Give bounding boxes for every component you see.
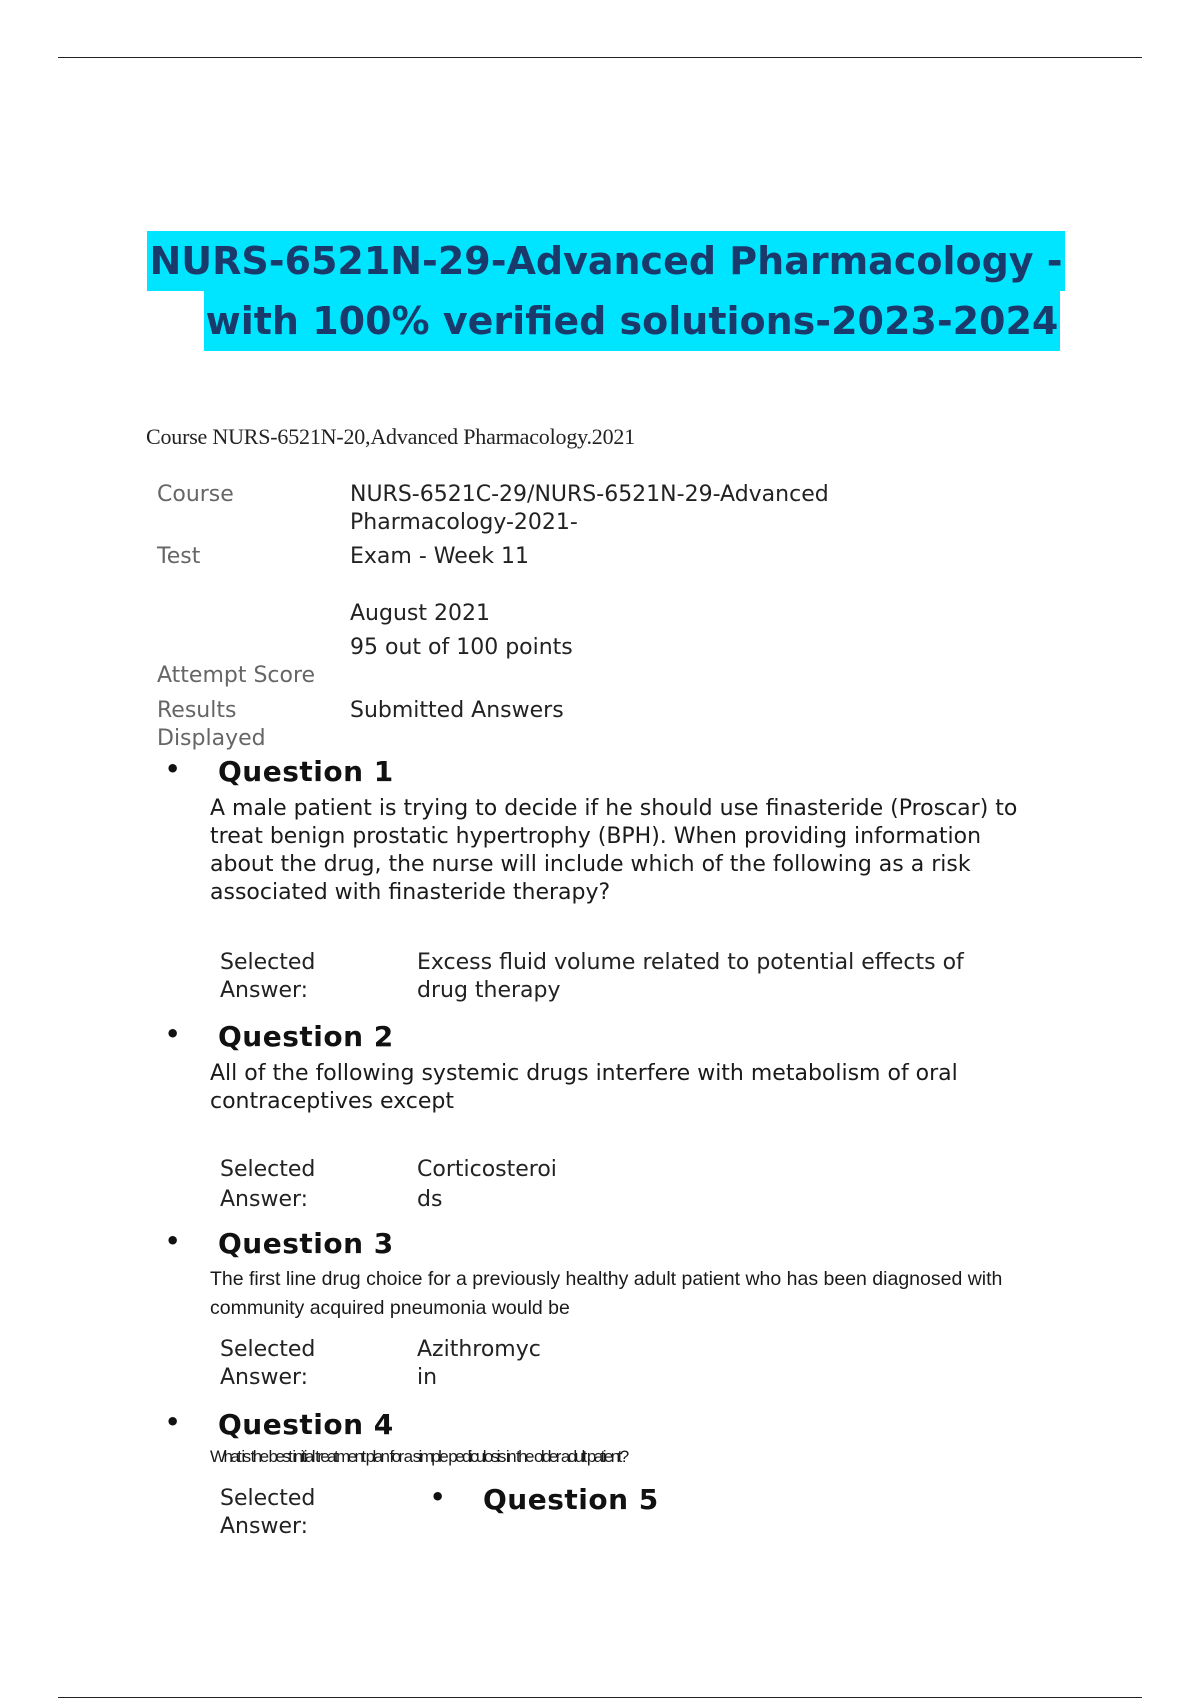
question-3-selected-label bbox=[220, 1336, 315, 1392]
question-1-text-line: A male patient is trying to decide if he should use finasteride (Proscar) to bbox=[210, 796, 1018, 821]
question-5-title: Question 5 bbox=[483, 1483, 659, 1516]
question-1-text-line: about the drug, the nurse will include which of the following as a risk bbox=[210, 852, 971, 877]
question-3-text bbox=[210, 1265, 1110, 1323]
question-3-text-line: The first line drug choice for a previously healthy adult patient who has been diagnosed with bbox=[210, 1268, 1003, 1290]
course-label: Course bbox=[157, 482, 234, 507]
selected-label-line: Answer: bbox=[220, 978, 309, 1003]
bullet-icon: • bbox=[165, 1020, 181, 1048]
question-3-answer bbox=[417, 1336, 541, 1392]
answer-line: ds bbox=[417, 1187, 443, 1212]
question-2-text-line: All of the following systemic drugs interfere with metabolism of oral bbox=[210, 1061, 958, 1086]
bullet-icon: • bbox=[165, 1408, 181, 1436]
question-4-text-line: What is the best initial treatment plan for a simple pediculosis in the older adult patient? bbox=[210, 1447, 627, 1466]
question-1-text bbox=[210, 795, 1110, 907]
question-1-selected-label bbox=[220, 949, 315, 1005]
question-4-text bbox=[210, 1443, 1110, 1471]
course-value-line-1: NURS-6521C-29/NURS-6521N-29-Advanced bbox=[350, 482, 829, 507]
results-value: Submitted Answers bbox=[350, 698, 564, 723]
question-3-title: Question 3 bbox=[218, 1227, 394, 1260]
question-2-text-line: contraceptives except bbox=[210, 1089, 454, 1114]
selected-label-line: Selected bbox=[220, 1157, 316, 1182]
question-3-text-line: community acquired pneumonia would be bbox=[210, 1297, 570, 1319]
score-value: 95 out of 100 points bbox=[350, 635, 573, 660]
question-2-text bbox=[210, 1060, 1110, 1116]
selected-label-line: Selected bbox=[220, 950, 316, 975]
question-2-answer bbox=[417, 1155, 557, 1215]
question-1-text-line: treat benign prostatic hypertrophy (BPH). When providing information bbox=[210, 824, 982, 849]
selected-label-line: Answer: bbox=[220, 1187, 309, 1212]
question-2-selected-label bbox=[220, 1155, 315, 1215]
test-value: Exam - Week 11 bbox=[350, 544, 530, 569]
bullet-icon: • bbox=[430, 1483, 446, 1511]
bullet-icon: • bbox=[165, 1227, 181, 1255]
date-value: August 2021 bbox=[350, 601, 490, 626]
title-line-2: with 100% verified solutions-2023-2024 bbox=[204, 291, 1061, 351]
answer-line: drug therapy bbox=[417, 978, 561, 1003]
question-2-title: Question 2 bbox=[218, 1020, 394, 1053]
top-rule bbox=[58, 57, 1142, 58]
attempt-score-label: Attempt Score bbox=[157, 663, 316, 688]
question-4-selected-label bbox=[220, 1485, 315, 1541]
question-4-title: Question 4 bbox=[218, 1408, 394, 1441]
results-label-line-1: Results bbox=[157, 698, 237, 723]
title-line-1: NURS-6521N-29-Advanced Pharmacology - bbox=[147, 231, 1064, 291]
bullet-icon: • bbox=[165, 755, 181, 783]
bottom-rule bbox=[58, 1697, 1142, 1698]
course-value-line-2: Pharmacology-2021- bbox=[350, 510, 578, 535]
selected-label-line: Answer: bbox=[220, 1365, 309, 1390]
question-1-title: Question 1 bbox=[218, 755, 394, 788]
document-title bbox=[0, 231, 1200, 351]
course-line: Course NURS-6521N-20,Advanced Pharmacology.2021 bbox=[146, 424, 635, 449]
results-label-line-2: Displayed bbox=[157, 726, 266, 751]
question-1-text-line: associated with finasteride therapy? bbox=[210, 880, 611, 905]
answer-line: Corticosteroi bbox=[417, 1157, 557, 1182]
answer-line: in bbox=[417, 1365, 438, 1390]
selected-label-line: Answer: bbox=[220, 1514, 309, 1539]
selected-label-line: Selected bbox=[220, 1337, 316, 1362]
selected-label-line: Selected bbox=[220, 1486, 316, 1511]
question-1-answer bbox=[417, 949, 964, 1005]
answer-line: Excess fluid volume related to potential effects of bbox=[417, 950, 964, 975]
test-label: Test bbox=[157, 544, 201, 569]
answer-line: Azithromyc bbox=[417, 1337, 541, 1362]
